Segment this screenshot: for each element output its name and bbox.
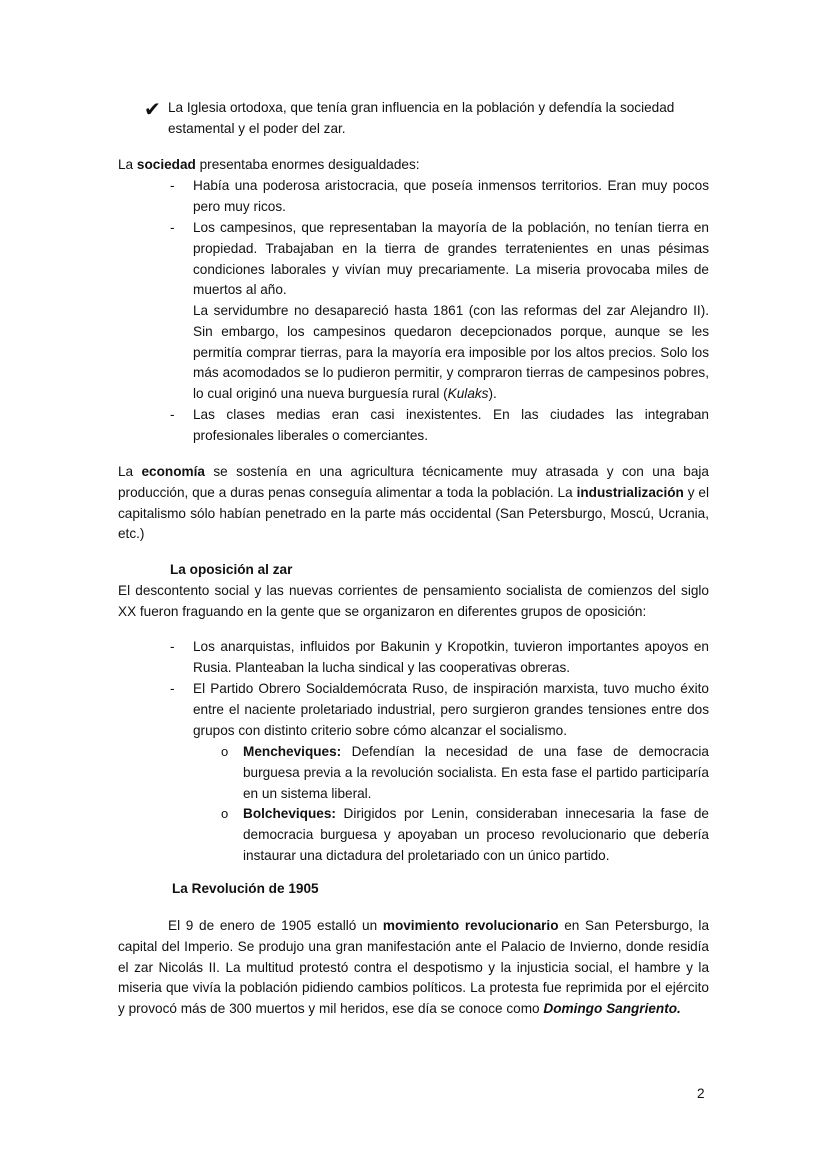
sociedad-item-servidumbre <box>193 301 709 405</box>
movimiento-keyword: movimiento revolucionario <box>382 918 559 933</box>
dash-bullet: - <box>170 220 175 235</box>
church-line-1: La Iglesia ortodoxa, que tenía gran influencia en la población y defendía la sociedad <box>168 100 675 115</box>
revolucion-pre: El 9 de enero de 1905 estalló un <box>168 918 383 933</box>
sociedad-item-clases-medias: Las clases medias eran casi inexistentes. En las ciudades las integraban profesionales liberales o comerciantes. <box>193 407 709 443</box>
bolcheviques-term: Bolcheviques: <box>243 806 336 821</box>
bolcheviques-text: Dirigidos por Lenin, consideraban innecesaria la fase de democracia burguesa y apoyaban un proceso revolucionario que debería instaurar una dictadura del proletariado con un único partido. <box>243 806 709 863</box>
sociedad-intro-post: presentaba enormes desigualdades: <box>195 157 420 172</box>
sociedad-item-aristocracia: Había una poderosa aristocracia, que poseía inmensos territorios. Eran muy pocos pero muy ricos. <box>193 178 709 214</box>
revolucion-heading: La Revolución de 1905 <box>172 881 319 896</box>
checkmark-icon: ✔ <box>144 99 161 121</box>
oposicion-item-partido: El Partido Obrero Socialdemócrata Ruso, de inspiración marxista, tuvo mucho éxito entre el naciente proletariado industrial, pero surgieron grandes tensiones entre dos grupos con distinto criterio sobre cómo alcanzar el socialismo. <box>193 681 709 738</box>
oposicion-item-anarquistas: Los anarquistas, influidos por Bakunin y Kropotkin, tuvieron importantes apoyos en Rusia. Planteaban la lucha sindical y las cooperativas obreras. <box>193 639 709 675</box>
servidumbre-text: La servidumbre no desapareció hasta 1861 (con las reformas del zar Alejandro II). Sin embargo, los campesinos quedaron decepcionados porque, aunque se les permitía comprar tierras, para la mayoría era imposible por los altos precios. Solo los más acomodados se lo pudieron permitir, y compraron tierras de campesinos pobres, lo cual originó una nueva burguesía rural ( <box>193 303 709 402</box>
economia-paragraph <box>118 462 709 545</box>
circle-bullet-icon: o <box>221 806 229 821</box>
revolucion-paragraph <box>118 916 709 1020</box>
economia-mid: se sostenía en una agricultura técnicamente muy atrasada y con una baja producción, que a duras penas conseguía alimentar a toda la población. La <box>118 464 709 500</box>
church-bullet-text <box>168 98 709 140</box>
church-line-2: estamental y el poder del zar. <box>168 120 346 136</box>
servidumbre-end: ). <box>488 386 497 402</box>
dash-bullet: - <box>170 407 175 422</box>
mencheviques-item <box>243 742 709 804</box>
sociedad-intro <box>118 155 709 176</box>
kulaks-term: Kulaks <box>447 386 489 402</box>
page-number: 2 <box>697 1086 705 1101</box>
economia-pre: La <box>118 464 142 479</box>
mencheviques-term: Mencheviques: <box>243 744 342 759</box>
economia-post: y el capitalismo sólo habían penetrado en la parte más occidental (San Petersburgo, Moscú, Ucrania, etc.) <box>118 484 709 542</box>
sociedad-item-campesinos: Los campesinos, que representaban la mayoría de la población, no tenían tierra en propiedad. Trabajaban en la tierra de grandes terratenientes en unas pésimas condiciones laborales y vivían muy precariamente. La miseria provocaba miles de muertos al año. <box>193 220 709 298</box>
domingo-sangriento: Domingo Sangriento. <box>543 1001 681 1017</box>
industrializacion-keyword: industrialización <box>576 484 684 500</box>
dash-bullet: - <box>170 178 175 193</box>
bolcheviques-item <box>243 804 709 866</box>
dash-bullet: - <box>170 681 175 696</box>
sociedad-intro-pre: La <box>118 157 137 172</box>
mencheviques-text: Defendían la necesidad de una fase de democracia burguesa previa a la revolución socialista. En esta fase el partido participaría en un sistema liberal. <box>243 744 709 801</box>
circle-bullet-icon: o <box>221 744 229 759</box>
oposicion-intro: El descontento social y las nuevas corrientes de pensamiento socialista de comienzos del siglo XX fueron fraguando en la gente que se organizaron en diferentes grupos de oposición: <box>118 583 709 619</box>
revolucion-post: en San Petersburgo, la capital del Imperio. Se produjo una gran manifestación ante el Palacio de Invierno, donde residía el zar Nicolás II. La multitud protestó contra el despotismo y la injusticia social, el hambre y la miseria que vivía la población pidiendo cambios políticos. La protesta fue reprimida por el ejército y provocó más de 300 muertos y mil heridos, ese día se conoce como <box>118 918 710 1017</box>
economia-keyword: economía <box>141 464 205 479</box>
oposicion-heading: La oposición al zar <box>170 562 293 577</box>
dash-bullet: - <box>170 639 175 654</box>
sociedad-keyword: sociedad <box>136 157 196 172</box>
